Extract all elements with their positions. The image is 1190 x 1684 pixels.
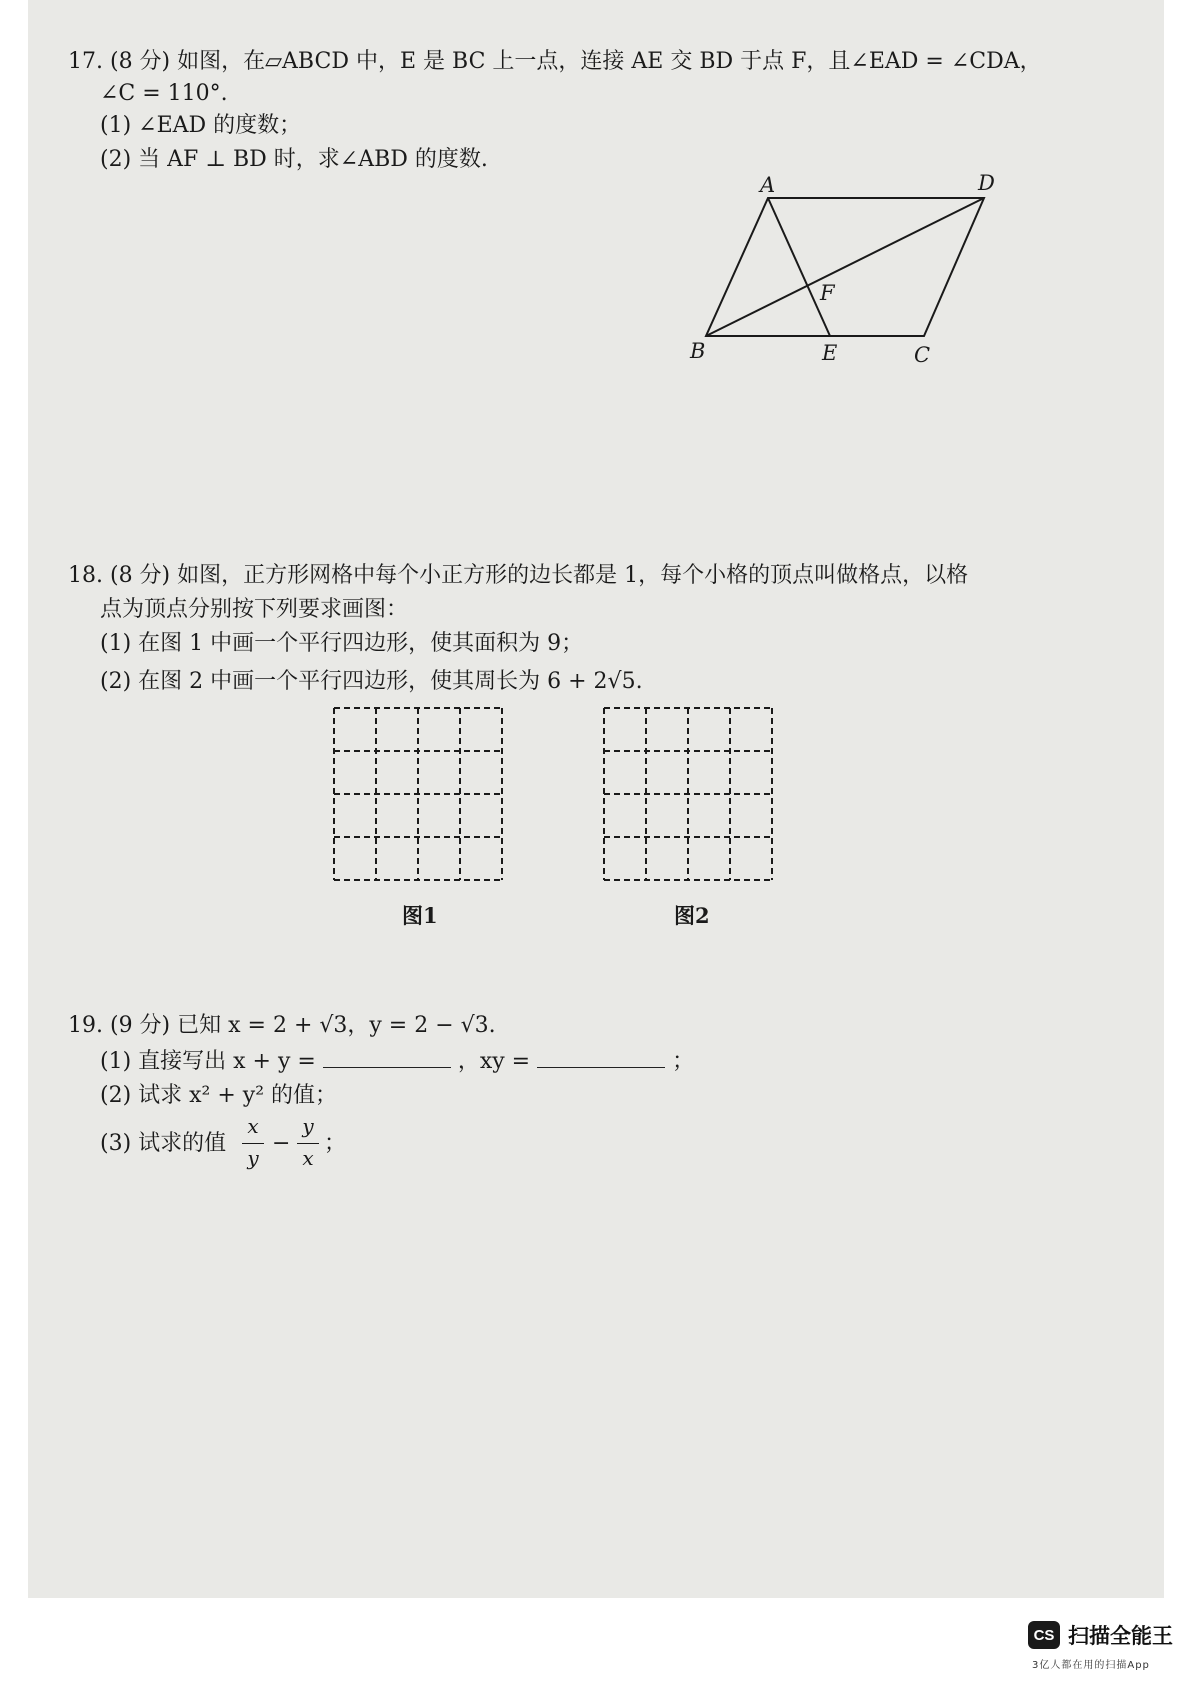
fraction-2-bar xyxy=(297,1143,319,1144)
q18-part1: (1) 在图 1 中画一个平行四边形，使其面积为 9； xyxy=(100,631,584,656)
scanner-tagline: 3亿人都在用的扫描App xyxy=(1032,1660,1150,1671)
exam-page xyxy=(28,0,1164,1598)
q17-part1: (1) ∠EAD 的度数； xyxy=(100,113,302,138)
vertex-label-c: C xyxy=(914,343,931,367)
answer-blank-product[interactable] xyxy=(537,1049,665,1068)
grid-figure-2 xyxy=(600,704,784,892)
fraction-2-denominator: x xyxy=(302,1146,314,1170)
q19-part1-mid: ，xy = xyxy=(457,1049,531,1074)
vertex-label-d: D xyxy=(978,171,995,195)
fraction-1-bar xyxy=(242,1143,264,1144)
q19-stem: 19. (9 分) 已知 x = 2 + √3，y = 2 − √3. xyxy=(68,1013,496,1038)
q19-part3-prefix: (3) 试求的值 xyxy=(100,1131,227,1156)
q19-part3-end: ； xyxy=(324,1131,347,1156)
q19-part1-prefix: (1) 直接写出 x + y = xyxy=(100,1049,316,1074)
answer-blank-sum[interactable] xyxy=(323,1049,451,1068)
q17-stem-line2: ∠C = 110°. xyxy=(100,81,228,106)
grid-figure-2-label: 图2 xyxy=(674,903,710,928)
grid-figure-1-label: 图1 xyxy=(402,903,438,928)
grid-figure-1 xyxy=(330,704,514,892)
q18-stem-line2: 点为顶点分别按下列要求画图： xyxy=(100,597,409,622)
camscanner-logo-icon: CS xyxy=(1028,1621,1060,1649)
vertex-label-b: B xyxy=(690,339,706,363)
q17-stem-line1: 17. (8 分) 如图，在▱ABCD 中，E 是 BC 上一点，连接 AE 交 BD 于点 F，且∠EAD = ∠CDA， xyxy=(68,49,1042,74)
q18-part2: (2) 在图 2 中画一个平行四边形，使其周长为 6 + 2√5. xyxy=(100,669,643,694)
segment-ae xyxy=(768,198,830,336)
fraction-1-numerator: x xyxy=(247,1114,259,1138)
q19-part1 xyxy=(100,1048,694,1076)
fraction-2-numerator: y xyxy=(302,1114,314,1138)
point-label-e: E xyxy=(822,341,838,365)
q19-part1-end: ； xyxy=(672,1049,695,1074)
minus-sign: − xyxy=(272,1131,291,1156)
q19-part2: (2) 试求 x² + y² 的值； xyxy=(100,1083,338,1108)
fraction-1-denominator: y xyxy=(247,1146,259,1170)
point-label-f: F xyxy=(820,281,835,305)
scanner-watermark xyxy=(1028,1620,1173,1650)
q17-parallelogram-figure xyxy=(678,170,1018,400)
q17-part2: (2) 当 AF ⊥ BD 时，求∠ABD 的度数. xyxy=(100,147,488,172)
q18-stem-line1: 18. (8 分) 如图，正方形网格中每个小正方形的边长都是 1，每个小格的顶点叫做格点，以格 xyxy=(68,563,969,588)
scanner-brand-name: 扫描全能王 xyxy=(1068,1624,1173,1648)
vertex-label-a: A xyxy=(760,173,776,197)
diagonal-bd xyxy=(706,198,984,336)
